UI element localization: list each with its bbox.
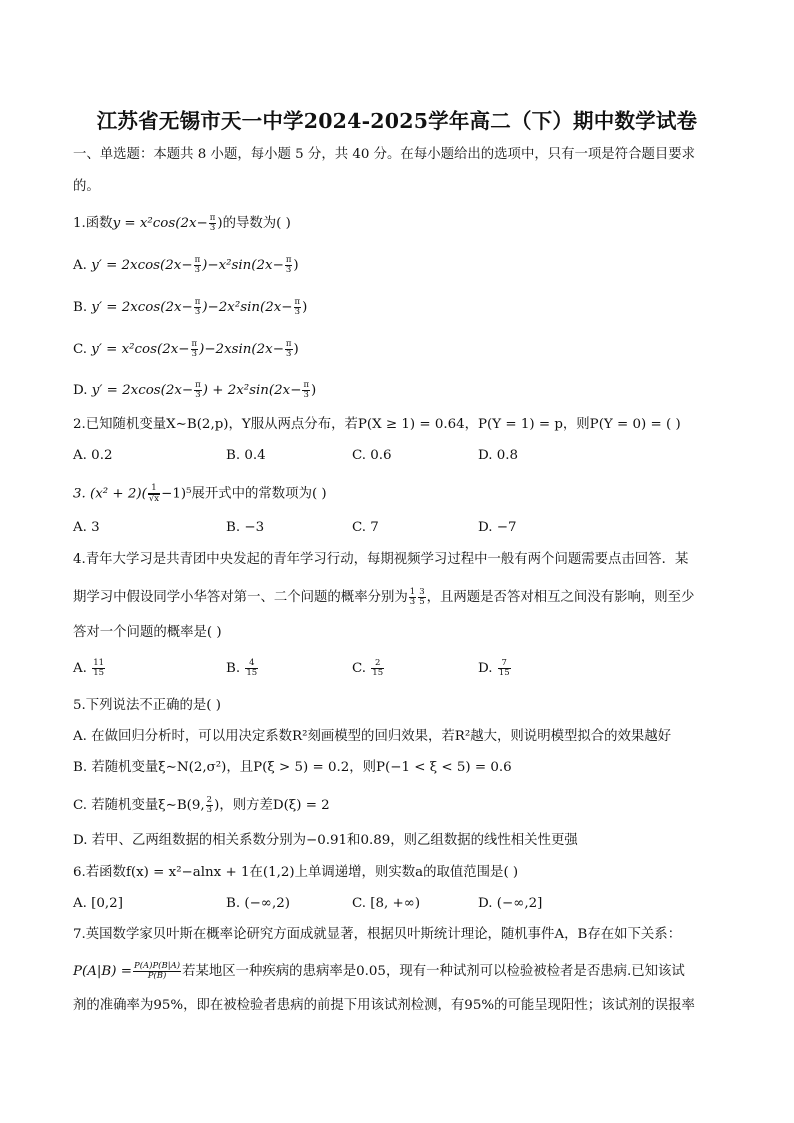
- q6-option-d[interactable]: D. (−∞,2]: [478, 896, 543, 911]
- q6-option-b[interactable]: B. (−∞,2): [226, 896, 290, 911]
- q1-math: y = x²cos(2x−: [112, 216, 208, 231]
- q3-option-d[interactable]: D. −7: [478, 520, 517, 535]
- q2-option-b[interactable]: B. 0.4: [226, 448, 266, 463]
- page-title: 江苏省无锡市天一中学2024-2025学年高二（下）期中数学试卷: [96, 109, 698, 133]
- section-heading-line1: 一、单选题：本题共 8 小题，每小题 5 分，共 40 分。在每小题给出的选项中，只有一项是符合题目要求: [73, 147, 696, 162]
- q4-option-a[interactable]: A. $\frac{11}{15}$: [73, 658, 105, 678]
- q3-option-c[interactable]: C. 7: [352, 520, 379, 535]
- q5-option-d[interactable]: D. 若甲、乙两组数据的相关系数分别为−0.91和0.89，则乙组数据的线性相关性更强: [73, 833, 578, 848]
- question-7-line2: P(A|B) = $\frac{P(A)P(B|A)}{P(B)}$ 若某地区一种疾病的患病率是0.05，现有一种试剂可以检验被检者是否患病.已知该试: [73, 961, 685, 981]
- q1-suffix: 的导数为( ): [222, 216, 291, 231]
- q5-option-a[interactable]: A. 在做回归分析时，可以用决定系数R²刻画模型的回归效果，若R²越大，则说明模型拟合的效果越好: [73, 729, 672, 744]
- q5-option-c[interactable]: C. 若随机变量ξ∼B(9, $\frac{2}{3}$ )，则方差D(ξ) = 2: [73, 795, 330, 815]
- q6-option-a[interactable]: A. [0,2]: [73, 896, 123, 911]
- question-5-stem: 5.下列说法不正确的是( ): [73, 698, 221, 713]
- q6-option-c[interactable]: C. [8, +∞): [352, 896, 421, 911]
- question-7-line1: 7.英国数学家贝叶斯在概率论研究方面成就显著，根据贝叶斯统计理论，随机事件A，B存在如下关系：: [73, 927, 682, 942]
- q3-option-a[interactable]: A. 3: [73, 520, 100, 535]
- question-6-stem: 6.若函数f(x) = x²−alnx + 1在(1,2)上单调递增，则实数a的取值范围是( ): [73, 865, 519, 880]
- question-1-stem: 1.函数y = x²cos(2x− $\frac{\pi}{3}$ )的导数为( ): [73, 213, 291, 233]
- question-4-line2: 期学习中假设同学小华答对第一、二个问题的概率分别为 $\frac{1}{3}$ $\frac{3}{5}$ ，且两题是否答对相互之间没有影响，则至少: [73, 587, 695, 607]
- q5-option-b[interactable]: B. 若随机变量ξ∼N(2,σ²)，且P(ξ > 5) = 0.2，则P(−1 < ξ < 5) = 0.6: [73, 760, 512, 775]
- q2-option-a[interactable]: A. 0.2: [73, 448, 113, 463]
- q2-option-c[interactable]: C. 0.6: [352, 448, 392, 463]
- q1-option-c[interactable]: C. y′ = x²cos(2x− $\frac{\pi}{3}$ )−2xsin(2x− $\frac{\pi}{3}$ ): [73, 339, 299, 359]
- q3-fraction: $\frac{1}{√x}$: [148, 483, 160, 504]
- question-2-stem: 2.已知随机变量X∼B(2,p)，Y服从两点分布，若P(X ≥ 1) = 0.64，P(Y = 1) = p，则P(Y = 0) = ( ): [73, 417, 681, 432]
- q1-option-d[interactable]: D. y′ = 2xcos(2x− $\frac{\pi}{3}$ ) + 2x²sin(2x− $\frac{\pi}{3}$ ): [73, 380, 317, 400]
- q3-option-b[interactable]: B. −3: [226, 520, 265, 535]
- section-heading-line2: 的。: [73, 179, 100, 194]
- question-4-line1: 4.青年大学习是共青团中央发起的青年学习行动，每期视频学习过程中一般有两个问题需要点击回答．某: [73, 552, 689, 567]
- q1-option-a[interactable]: A. y′ = 2xcos(2x− $\frac{\pi}{3}$ )−x²sin(2x− $\frac{\pi}{3}$ ): [73, 255, 299, 275]
- q4-option-b[interactable]: B. $\frac{4}{15}$: [226, 658, 258, 678]
- q1-fraction: $\frac{\pi}{3}$: [209, 213, 216, 233]
- question-3-stem: 3. (x² + 2)( $\frac{1}{√x}$ −1)⁵展开式中的常数项为( ): [73, 483, 327, 504]
- q2-option-d[interactable]: D. 0.8: [478, 448, 519, 463]
- q4-option-c[interactable]: C. $\frac{2}{15}$: [352, 658, 384, 678]
- question-4-line3: 答对一个问题的概率是( ): [73, 625, 222, 640]
- q4-option-d[interactable]: D. $\frac{7}{15}$: [478, 658, 510, 678]
- q1-option-b[interactable]: B. y′ = 2xcos(2x− $\frac{\pi}{3}$ )−2x²sin(2x− $\frac{\pi}{3}$ ): [73, 297, 308, 317]
- q1-prefix: 1.函数: [73, 216, 113, 231]
- question-7-line3: 剂的准确率为95%，即在被检验者患病的前提下用该试剂检测，有95%的可能呈现阳性；该试剂的误报率: [73, 998, 695, 1013]
